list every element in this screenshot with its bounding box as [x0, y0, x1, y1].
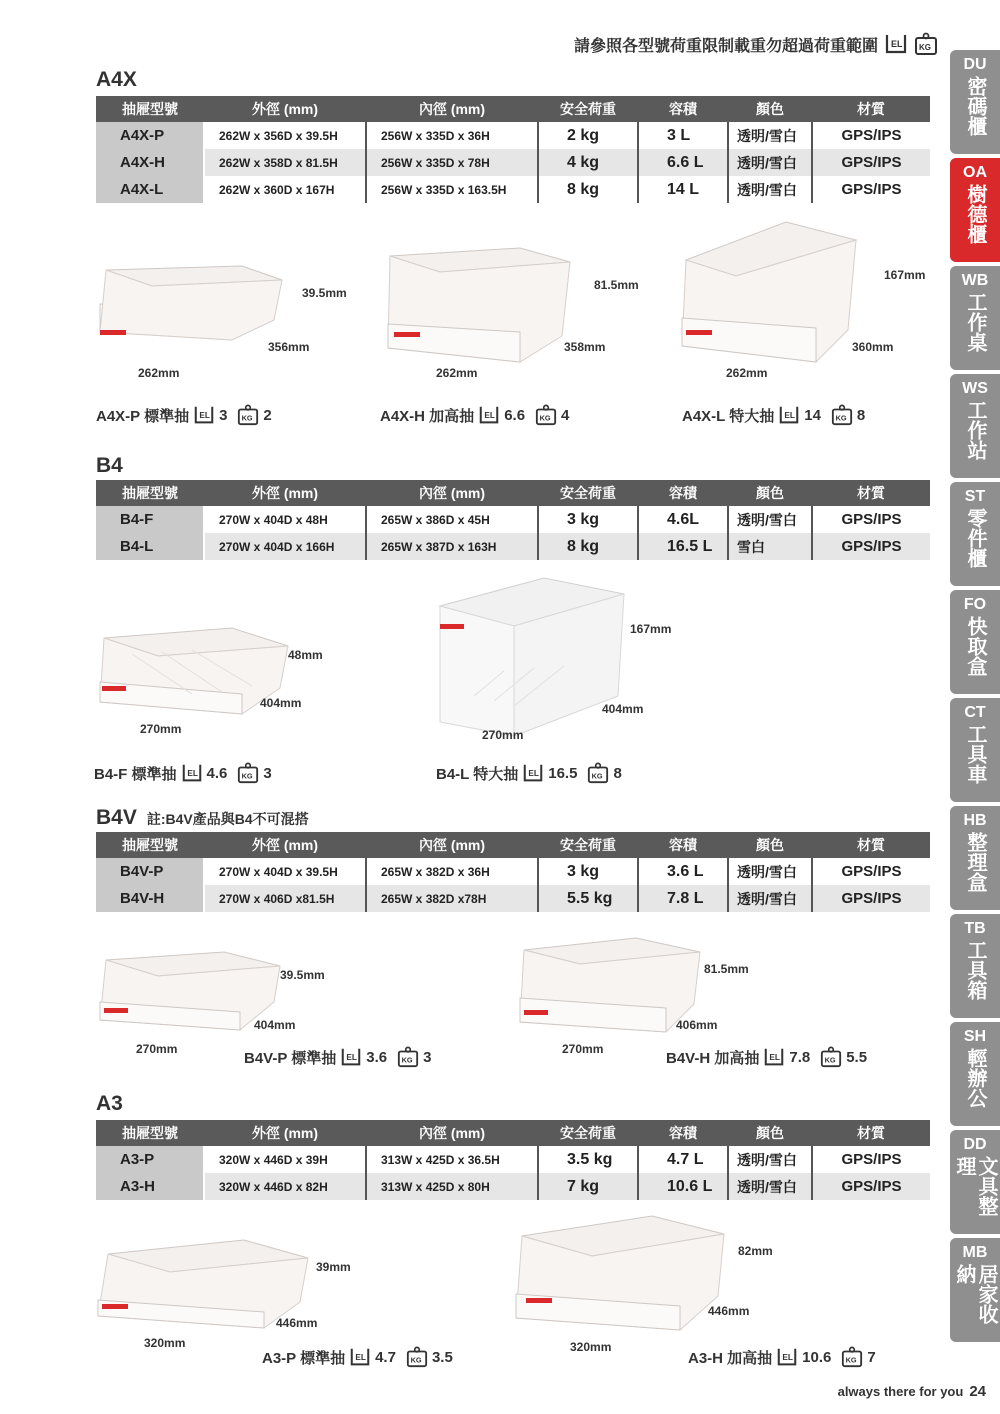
tab-code: CT: [964, 704, 986, 721]
cell-model: A4X-P: [96, 122, 204, 149]
weight-value: 4: [561, 406, 570, 424]
tab-code: ST: [964, 488, 986, 505]
tab-label: 密碼櫃: [964, 76, 986, 136]
dim-depth: 356mm: [268, 340, 310, 354]
cell-model: A4X-H: [96, 149, 204, 176]
tab-label: 整理盒: [964, 832, 986, 892]
drawer-illustration: [380, 246, 580, 370]
col-volume: 容積: [638, 480, 728, 506]
cell-material: GPS/IPS: [812, 1173, 930, 1200]
cell-outer: 262W x 356D x 39.5H: [204, 122, 366, 149]
cell-color: 透明/雪白: [728, 885, 812, 912]
svg-text:KG: KG: [410, 1355, 422, 1365]
tab-dd[interactable]: [950, 1130, 1000, 1234]
product-caption: [94, 762, 278, 784]
cell-material: GPS/IPS: [812, 858, 930, 885]
product-b4v-p: [94, 950, 454, 1074]
svg-text:KG: KG: [242, 413, 254, 423]
product-name: A4X-P 標準抽: [96, 407, 190, 425]
tab-oa[interactable]: [950, 158, 1000, 262]
product-name: A4X-H 加高抽: [380, 407, 475, 425]
cell-volume: 4.7 L: [638, 1146, 728, 1173]
col-volume: 容積: [638, 832, 728, 858]
weight-value: 7: [867, 1348, 876, 1366]
section-title-a4x: A4X: [96, 68, 137, 91]
spec-table-a4x: [96, 96, 930, 203]
col-inner: 內徑 (mm): [366, 96, 538, 122]
table-header-row: [96, 480, 930, 506]
tab-label: 樹德櫃: [964, 184, 986, 244]
cell-volume: 6.6 L: [638, 149, 728, 176]
category-tabs: [950, 50, 1000, 1346]
product-caption: [244, 1046, 437, 1068]
cell-load: 8 kg: [538, 533, 638, 560]
table-row: [96, 122, 930, 149]
col-inner: 內徑 (mm): [366, 832, 538, 858]
capacity-value: 3.6: [366, 1048, 388, 1066]
tab-code: FO: [963, 596, 987, 613]
page-number: 24: [969, 1383, 986, 1400]
svg-text:EL: EL: [782, 1352, 794, 1362]
col-color: 顏色: [728, 832, 812, 858]
col-model: 抽屜型號: [96, 1120, 204, 1146]
col-material: 材質: [812, 1120, 930, 1146]
capacity-icon: [193, 404, 215, 426]
cell-inner: 256W x 335D x 78H: [366, 149, 538, 176]
spec-table-a3: [96, 1120, 930, 1200]
tab-label: 文具整理: [953, 1156, 997, 1216]
weight-icon: [237, 762, 259, 784]
tab-label: 工作站: [964, 400, 986, 460]
capacity-icon: [181, 762, 203, 784]
cell-material: GPS/IPS: [812, 1146, 930, 1173]
product-a4x-p: [92, 260, 352, 425]
cell-outer: 262W x 358D x 81.5H: [204, 149, 366, 176]
cell-model: B4-L: [96, 533, 204, 560]
col-outer: 外徑 (mm): [204, 96, 366, 122]
dim-depth: 358mm: [564, 340, 606, 354]
load-notice: [574, 32, 938, 56]
tab-ct[interactable]: [950, 698, 1000, 802]
dim-width: 320mm: [144, 1336, 186, 1350]
svg-text:KG: KG: [539, 413, 551, 423]
cell-color: 透明/雪白: [728, 176, 812, 203]
product-caption: [666, 1046, 873, 1068]
svg-text:EL: EL: [199, 410, 211, 420]
capacity-icon: [340, 1046, 362, 1068]
weight-value: 3: [263, 764, 272, 782]
tab-code: WB: [961, 272, 989, 289]
capacity-icon: [478, 404, 500, 426]
product-name: B4V-P 標準抽: [244, 1049, 337, 1067]
section-title-text: B4V: [96, 806, 137, 829]
dim-depth: 446mm: [276, 1316, 318, 1330]
cell-inner: 256W x 335D x 36H: [366, 122, 538, 149]
cell-load: 3.5 kg: [538, 1146, 638, 1173]
product-caption: [96, 404, 278, 426]
cell-color: 透明/雪白: [728, 858, 812, 885]
weight-value: 8: [613, 764, 622, 782]
table-row: [96, 533, 930, 560]
cell-inner: 313W x 425D x 80H: [366, 1173, 538, 1200]
tab-label: 工作桌: [964, 292, 986, 352]
tab-fo[interactable]: [950, 590, 1000, 694]
svg-text:KG: KG: [845, 1355, 857, 1365]
table-row: [96, 176, 930, 203]
table-row: [96, 1146, 930, 1173]
cell-model: B4-F: [96, 506, 204, 533]
dim-height: 81.5mm: [704, 962, 749, 976]
col-load: 安全荷重: [538, 96, 638, 122]
weight-value: 3.5: [431, 1348, 453, 1366]
product-caption: [262, 1346, 459, 1368]
table-header-row: [96, 832, 930, 858]
cell-color: 透明/雪白: [728, 149, 812, 176]
drawer-illustration: [434, 576, 634, 742]
col-model: 抽屜型號: [96, 96, 204, 122]
dim-width: 262mm: [138, 366, 180, 380]
cell-color: 透明/雪白: [728, 1146, 812, 1173]
cell-outer: 270W x 404D x 39.5H: [204, 858, 366, 885]
tab-label: 工具箱: [964, 940, 986, 1000]
svg-text:KG: KG: [592, 771, 604, 781]
weight-value: 8: [856, 406, 866, 424]
col-volume: 容積: [638, 96, 728, 122]
svg-text:EL: EL: [484, 410, 496, 420]
weight-icon: [535, 404, 557, 426]
page-footer: [838, 1383, 986, 1400]
cell-model: A3-H: [96, 1173, 204, 1200]
table-row: [96, 506, 930, 533]
product-name: A3-P 標準抽: [262, 1349, 346, 1367]
capacity-icon: [349, 1346, 371, 1368]
drawer-illustration: [92, 260, 292, 370]
cell-material: GPS/IPS: [812, 506, 930, 533]
product-a3-h: [512, 1214, 902, 1376]
cell-outer: 320W x 446D x 39H: [204, 1146, 366, 1173]
dim-depth: 404mm: [602, 702, 644, 716]
capacity-value: 7.8: [789, 1048, 811, 1066]
svg-text:EL: EL: [784, 410, 796, 420]
cell-inner: 256W x 335D x 163.5H: [366, 176, 538, 203]
product-a4x-h: [380, 246, 660, 425]
dim-width: 320mm: [570, 1340, 612, 1354]
dim-depth: 404mm: [254, 1018, 296, 1032]
dim-depth: 406mm: [676, 1018, 718, 1032]
weight-icon: [406, 1346, 428, 1368]
svg-text:KG: KG: [919, 43, 931, 52]
table-row: [96, 1173, 930, 1200]
cell-outer: 320W x 446D x 82H: [204, 1173, 366, 1200]
dim-width: 270mm: [136, 1042, 178, 1056]
weight-icon: [841, 1346, 863, 1368]
dim-height: 39mm: [316, 1260, 351, 1274]
col-material: 材質: [812, 96, 930, 122]
tab-code: WS: [962, 380, 988, 397]
cell-material: GPS/IPS: [812, 885, 930, 912]
tab-ws[interactable]: [950, 374, 1000, 478]
cell-color: 雪白: [728, 533, 812, 560]
col-color: 顏色: [728, 480, 812, 506]
capacity-icon: [522, 762, 544, 784]
svg-text:KG: KG: [241, 771, 253, 781]
svg-text:EL: EL: [355, 1352, 367, 1362]
dim-width: 270mm: [140, 722, 182, 736]
cell-outer: 262W x 360D x 167H: [204, 176, 366, 203]
tab-label: 工具車: [964, 724, 986, 784]
tab-label: 輕辦公: [964, 1048, 986, 1108]
tab-code: HB: [963, 812, 987, 829]
section-title-b4: B4: [96, 454, 123, 477]
col-outer: 外徑 (mm): [204, 832, 366, 858]
cell-model: A3-P: [96, 1146, 204, 1173]
product-b4-f: [92, 624, 372, 790]
cell-outer: 270W x 404D x 48H: [204, 506, 366, 533]
weight-icon: [820, 1046, 842, 1068]
cell-outer: 270W x 404D x 166H: [204, 533, 366, 560]
cell-load: 2 kg: [538, 122, 638, 149]
product-b4-l: [434, 576, 714, 790]
section-title-b4v: [96, 806, 309, 830]
col-model: 抽屜型號: [96, 480, 204, 506]
weight-value: 3: [423, 1048, 432, 1066]
product-caption: [682, 404, 871, 426]
capacity-icon: [763, 1046, 785, 1068]
dim-height: 82mm: [738, 1244, 773, 1258]
cell-volume: 4.6L: [638, 506, 728, 533]
cell-inner: 313W x 425D x 36.5H: [366, 1146, 538, 1173]
capacity-value: 3: [219, 406, 228, 424]
tab-label: 零件櫃: [964, 508, 986, 568]
capacity-value: 14: [804, 406, 821, 424]
table-row: [96, 858, 930, 885]
dim-width: 262mm: [726, 366, 768, 380]
product-caption: [380, 404, 575, 426]
col-inner: 內徑 (mm): [366, 480, 538, 506]
col-material: 材質: [812, 480, 930, 506]
table-header-row: [96, 1120, 930, 1146]
cell-color: 透明/雪白: [728, 506, 812, 533]
cell-volume: 10.6 L: [638, 1173, 728, 1200]
capacity-value: 6.6: [504, 406, 526, 424]
product-a3-p: [94, 1236, 484, 1376]
cell-material: GPS/IPS: [812, 533, 930, 560]
svg-text:KG: KG: [824, 1055, 836, 1065]
dim-height: 39.5mm: [302, 286, 347, 300]
cell-color: 透明/雪白: [728, 122, 812, 149]
weight-value: 5.5: [846, 1048, 868, 1066]
product-name: B4V-H 加高抽: [666, 1049, 760, 1067]
cell-inner: 265W x 386D x 45H: [366, 506, 538, 533]
dim-width: 262mm: [436, 366, 478, 380]
capacity-value: 10.6: [802, 1348, 832, 1366]
tab-st[interactable]: [950, 482, 1000, 586]
cell-inner: 265W x 382D x78H: [366, 885, 538, 912]
cell-inner: 265W x 382D x 36H: [366, 858, 538, 885]
product-name: A3-H 加高抽: [688, 1349, 773, 1367]
tab-code: OA: [963, 164, 987, 181]
svg-text:KG: KG: [401, 1055, 413, 1065]
col-outer: 外徑 (mm): [204, 480, 366, 506]
cell-load: 5.5 kg: [538, 885, 638, 912]
col-outer: 外徑 (mm): [204, 1120, 366, 1146]
cell-load: 4 kg: [538, 149, 638, 176]
dim-height: 167mm: [884, 268, 926, 282]
col-inner: 內徑 (mm): [366, 1120, 538, 1146]
col-load: 安全荷重: [538, 480, 638, 506]
cell-load: 3 kg: [538, 858, 638, 885]
cell-inner: 265W x 387D x 163H: [366, 533, 538, 560]
svg-text:EL: EL: [769, 1052, 781, 1062]
cell-volume: 3 L: [638, 122, 728, 149]
cell-volume: 7.8 L: [638, 885, 728, 912]
cell-volume: 3.6 L: [638, 858, 728, 885]
tab-wb[interactable]: [950, 266, 1000, 370]
dim-width: 270mm: [482, 728, 524, 742]
cell-volume: 14 L: [638, 176, 728, 203]
col-load: 安全荷重: [538, 1120, 638, 1146]
dim-depth: 360mm: [852, 340, 894, 354]
dim-height: 48mm: [288, 648, 323, 662]
weight-icon: [397, 1046, 419, 1068]
weight-value: 2: [263, 406, 272, 424]
svg-text:EL: EL: [891, 39, 903, 49]
tab-label: 居家收納: [953, 1264, 997, 1324]
tab-code: DD: [963, 1136, 987, 1153]
cell-load: 7 kg: [538, 1173, 638, 1200]
dim-width: 270mm: [562, 1042, 604, 1056]
spec-table-b4: [96, 480, 930, 560]
tab-code: TB: [964, 920, 986, 937]
tab-label: 快取盒: [964, 616, 986, 676]
dim-height: 81.5mm: [594, 278, 639, 292]
drawer-illustration: [92, 624, 292, 734]
product-caption: [436, 762, 628, 784]
footer-slogan: always there for you: [837, 1384, 964, 1399]
product-b4v-h: [516, 936, 896, 1074]
col-material: 材質: [812, 832, 930, 858]
capacity-icon: [884, 32, 908, 56]
tab-hb[interactable]: [950, 806, 1000, 910]
cell-material: GPS/IPS: [812, 176, 930, 203]
capacity-icon: [778, 404, 800, 426]
tab-tb[interactable]: [950, 914, 1000, 1018]
tab-mb[interactable]: [950, 1238, 1000, 1342]
load-notice-text: 請參照各型號荷重限制載重勿超過荷重範圍: [573, 37, 878, 55]
drawer-illustration: [676, 220, 876, 370]
section-title-a3: A3: [96, 1092, 123, 1115]
svg-text:EL: EL: [346, 1052, 358, 1062]
table-row: [96, 149, 930, 176]
dim-height: 39.5mm: [280, 968, 325, 982]
cell-model: A4X-L: [96, 176, 204, 203]
col-load: 安全荷重: [538, 832, 638, 858]
weight-icon: [914, 32, 938, 56]
tab-du[interactable]: [950, 50, 1000, 154]
cell-model: B4V-P: [96, 858, 204, 885]
table-header-row: [96, 96, 930, 122]
cell-load: 3 kg: [538, 506, 638, 533]
svg-text:EL: EL: [186, 768, 198, 778]
spec-table-b4v: [96, 832, 930, 912]
cell-material: GPS/IPS: [812, 149, 930, 176]
product-name: A4X-L 特大抽: [682, 407, 775, 425]
tab-code: SH: [963, 1028, 987, 1045]
weight-icon: [237, 404, 259, 426]
col-model: 抽屜型號: [96, 832, 204, 858]
col-volume: 容積: [638, 1120, 728, 1146]
col-color: 顏色: [728, 96, 812, 122]
section-note: 註:B4V產品與B4不可混搭: [146, 811, 309, 827]
cell-load: 8 kg: [538, 176, 638, 203]
svg-text:KG: KG: [835, 413, 847, 423]
capacity-value: 4.6: [206, 764, 228, 782]
product-caption: [688, 1346, 882, 1368]
capacity-value: 16.5: [548, 764, 578, 782]
cell-color: 透明/雪白: [728, 1173, 812, 1200]
tab-sh[interactable]: [950, 1022, 1000, 1126]
product-name: B4-L 特大抽: [436, 765, 519, 783]
product-a4x-l: [676, 220, 936, 425]
dim-depth: 446mm: [708, 1304, 750, 1318]
cell-model: B4V-H: [96, 885, 204, 912]
cell-material: GPS/IPS: [812, 122, 930, 149]
dim-depth: 404mm: [260, 696, 302, 710]
col-color: 顏色: [728, 1120, 812, 1146]
capacity-value: 4.7: [375, 1348, 396, 1366]
svg-text:EL: EL: [528, 768, 540, 778]
dim-height: 167mm: [630, 622, 672, 636]
tab-code: MB: [962, 1244, 988, 1261]
cell-volume: 16.5 L: [638, 533, 728, 560]
table-row: [96, 885, 930, 912]
weight-icon: [587, 762, 609, 784]
weight-icon: [831, 404, 853, 426]
tab-code: DU: [963, 56, 987, 73]
capacity-icon: [776, 1346, 798, 1368]
product-name: B4-F 標準抽: [94, 765, 177, 783]
cell-outer: 270W x 406D x81.5H: [204, 885, 366, 912]
drawer-illustration: [512, 1214, 732, 1338]
